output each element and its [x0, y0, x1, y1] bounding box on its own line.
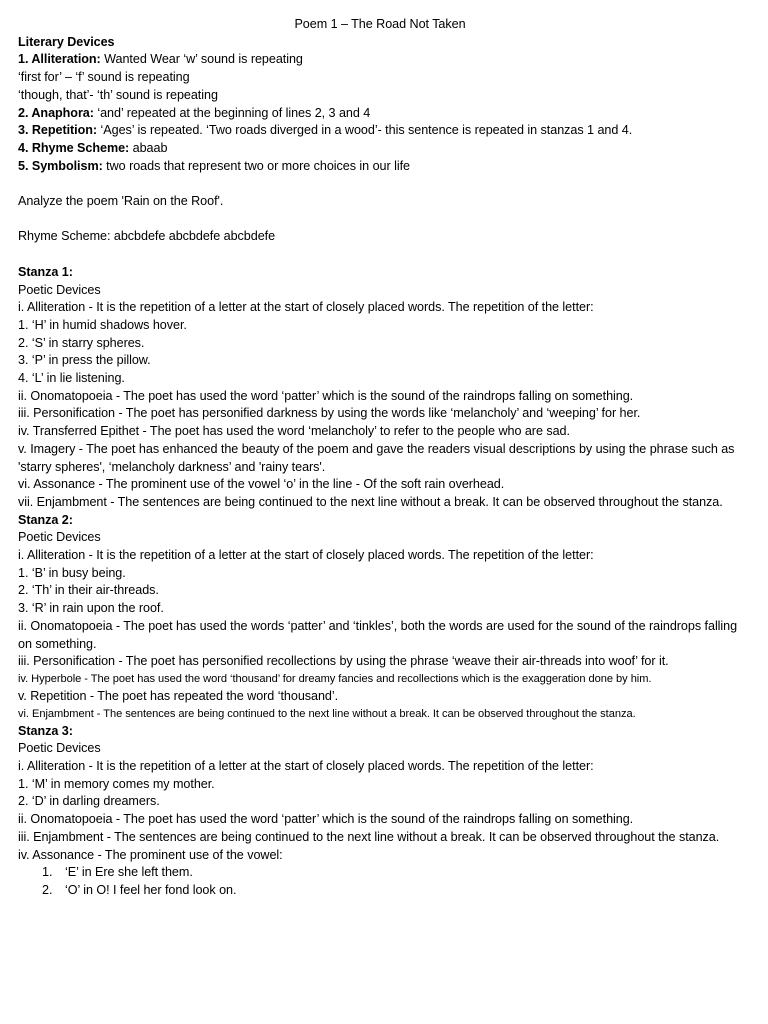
stanza-2-enjambment: vi. Enjambment - The sentences are being continued to the next line without a break. It can be observed throughout the stanza.: [18, 707, 636, 720]
stanza-1-line: vi. Assonance - The prominent use of the vowel ‘o’ in the line - Of the soft rain overhead.: [18, 477, 505, 492]
stanza-1-line: 2. ‘S’ in starry spheres.: [18, 335, 145, 350]
list-number: 2.: [42, 883, 53, 897]
alliteration-line-2: ‘first for’ – ‘f’ sound is repeating: [18, 70, 190, 85]
stanza-1-line: iv. Transferred Epithet - The poet has used the word ‘melancholy’ to refer to the people who are sad.: [18, 424, 570, 439]
stanza-3-line: 2. ‘D’ in darling dreamers.: [18, 794, 160, 809]
list-text: ‘E’ in Ere she left them.: [65, 865, 193, 880]
stanza-3-line: iv. Assonance - The prominent use of the vowel:: [18, 847, 283, 862]
anaphora-text: ‘and’ repeated at the beginning of lines 2, 3 and 4: [93, 105, 371, 120]
stanza-3-line: iii. Enjambment - The sentences are being continued to the next line without a break. It can be observed throughout the stanza.: [18, 829, 720, 844]
alliteration-line-3: ‘though, that’- ‘th’ sound is repeating: [18, 87, 218, 102]
stanza-2-line: ii. Onomatopoeia - The poet has used the words ‘patter’ and ‘tinkles’, both the words are used for the sound of the raindrops falling on something.: [18, 618, 738, 651]
rhyme-scheme-item: [18, 140, 742, 158]
symbolism-text: two roads that represent two or more choices in our life: [102, 158, 410, 173]
spacer: [18, 246, 742, 264]
list-text: ‘O’ in O! I feel her fond look on.: [65, 883, 237, 897]
stanza-3-heading: Stanza 3:: [18, 723, 73, 738]
stanza-2-subheading: Poetic Devices: [18, 530, 101, 545]
stanza-1-line: vii. Enjambment - The sentences are being continued to the next line without a break. It can be observed throughout the stanza.: [18, 494, 723, 509]
analyze-prompt: Analyze the poem 'Rain on the Roof'.: [18, 194, 224, 209]
repetition-item: [18, 122, 742, 140]
alliteration-item: [18, 51, 742, 69]
stanza-3-line: i. Alliteration - It is the repetition of a letter at the start of closely placed words. The repetition of the letter:: [18, 759, 594, 774]
stanza-2-line: 1. ‘B’ in busy being.: [18, 565, 126, 580]
alliteration-text: Wanted Wear ‘w’ sound is repeating: [100, 52, 303, 67]
list-item: [18, 882, 742, 900]
symbolism-label: 5. Symbolism:: [18, 158, 103, 173]
literary-devices-heading: Literary Devices: [18, 34, 115, 49]
anaphora-item: [18, 105, 742, 123]
anaphora-label: 2. Anaphora:: [18, 105, 94, 120]
repetition-text: ‘Ages’ is repeated. ‘Two roads diverged in a wood’- this sentence is repeated in stanzas 1 and 4.: [97, 123, 633, 138]
stanza-1-line: 3. ‘P’ in press the pillow.: [18, 353, 151, 368]
alliteration-label: 1. Alliteration:: [18, 52, 101, 67]
repetition-label: 3. Repetition:: [18, 123, 98, 138]
symbolism-item: [18, 158, 742, 176]
stanza-1-line: v. Imagery - The poet has enhanced the beauty of the poem and gave the readers visual descriptions by using the phrase such as 'starry spheres', ‘melancholy darkness’ and 'rainy tears'.: [18, 441, 735, 474]
stanza-2-line: iii. Personification - The poet has personified recollections by using the phrase ‘weave their air-threads into woof’ for it.: [18, 654, 669, 669]
stanza-1-line: 4. ‘L’ in lie listening.: [18, 371, 125, 386]
spacer: [18, 211, 742, 229]
list-number: 1.: [42, 865, 53, 880]
stanza-1-heading: Stanza 1:: [18, 264, 73, 279]
stanza-2-line: 2. ‘Th’ in their air-threads.: [18, 583, 159, 598]
stanza-1-subheading: Poetic Devices: [18, 282, 101, 297]
stanza-2-repetition: v. Repetition - The poet has repeated the word ‘thousand’.: [18, 688, 339, 703]
stanza-1-line: 1. ‘H’ in humid shadows hover.: [18, 317, 187, 332]
document-body: [18, 16, 742, 900]
list-item: [18, 864, 742, 882]
spacer: [18, 175, 742, 193]
stanza-1-line: iii. Personification - The poet has personified darkness by using the words like ‘melancholy’ and ‘weeping’ for her.: [18, 406, 641, 421]
stanza-2-heading: Stanza 2:: [18, 512, 73, 527]
rhyme-label: 4. Rhyme Scheme:: [18, 140, 130, 155]
stanza-2-line: 3. ‘R’ in rain upon the roof.: [18, 601, 164, 616]
rhyme-text: abaab: [129, 140, 168, 155]
page-title: Poem 1 – The Road Not Taken: [294, 17, 466, 31]
stanza-3-line: 1. ‘M’ in memory comes my mother.: [18, 776, 215, 791]
stanza-1-line: i. Alliteration - It is the repetition of a letter at the start of closely placed words. The repetition of the letter:: [18, 300, 594, 315]
stanza-3-subheading: Poetic Devices: [18, 741, 101, 756]
stanza-2-hyperbole: iv. Hyperbole - The poet has used the word ‘thousand’ for dreamy fancies and recollections which is the exaggeration done by him.: [18, 672, 652, 685]
stanza-2-line: i. Alliteration - It is the repetition of a letter at the start of closely placed words. The repetition of the letter:: [18, 548, 594, 563]
stanza-1-line: ii. Onomatopoeia - The poet has used the word ‘patter’ which is the sound of the raindrops falling on something.: [18, 388, 634, 403]
rhyme-scheme-line: Rhyme Scheme: abcbdefe abcbdefe abcbdefe: [18, 229, 276, 244]
stanza-3-line: ii. Onomatopoeia - The poet has used the word ‘patter’ which is the sound of the raindrops falling on something.: [18, 812, 634, 827]
